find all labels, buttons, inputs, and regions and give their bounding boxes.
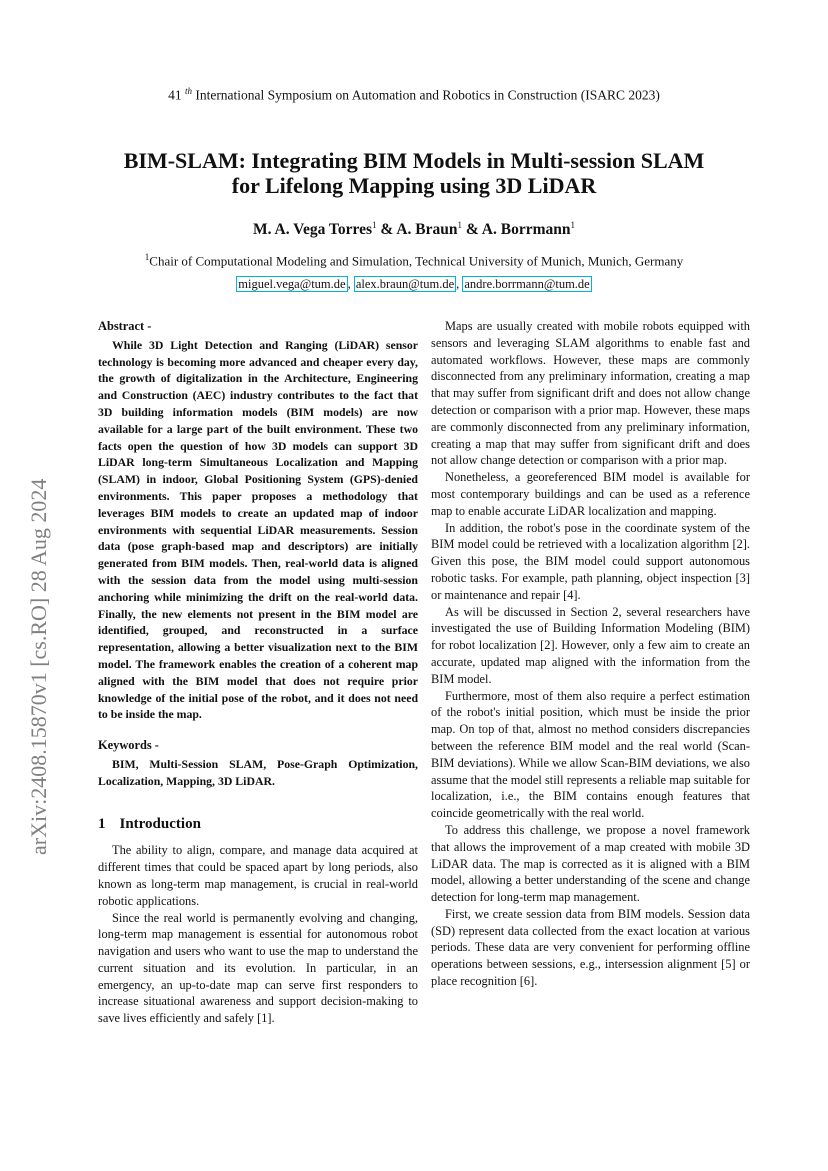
paragraph: Maps are usually created with mobile robots equipped with sensors and leveraging SLAM algorithms to enable fast and automated workflows. However, these maps are commonly disconnected from any preliminary information, creating a map that may suffer from significant drift and does not allow change detection or comparison with a prior map. However, these maps are commonly disconnected from any preliminary information, creating a map that may suffer from significant drift and does not allow change detection or comparison with a prior map. — [431, 319, 750, 468]
author-1: M. A. Vega Torres — [252, 221, 372, 239]
paragraph: Furthermore, most of them also require a perfect estimation of the robot's initial position, which must be inside the prior map. On top of that, almost no method considers discrepancies between the reference BIM model and the real world (Scan-BIM deviations). While we allow Scan-BIM deviations, we also assume that the model still represents a reliable map suitable for localization, i.e., the BIM contains enough features that coincide geometrically with the real world. — [431, 688, 750, 821]
left-column — [98, 318, 418, 1027]
paragraph: First, we create session data from BIM models. Session data (SD) represent data collected from the exact location at various periods. These data are very convenient for performing offline operations between sessions, e.g., intersession alignment [5] or place recognition [6]. — [431, 906, 750, 989]
abstract-heading: Abstract - — [98, 319, 152, 333]
conference-header — [0, 86, 828, 104]
conference-name: International Symposium on Automation and Robotics in Construction (ISARC 2023) — [195, 87, 660, 103]
email-list: miguel.vega@tum.de , alex.braun@tum.de , andre.borrmann@tum.de — [238, 277, 590, 291]
section-title: Introduction — [119, 815, 201, 832]
author-2: A. Braun — [396, 221, 458, 239]
paragraph: As will be discussed in Section 2, several researchers have investigated the use of Building Information Modeling (BIM) for robot localization [2]. However, only a few aim to create an accurate, updated map aligned with the information from the BIM model. — [431, 604, 750, 686]
paragraph: Nonetheless, a georeferenced BIM model is available for most contemporary buildings and can be used as a reference map to enable accurate LiDAR localization and mapping. — [431, 470, 750, 518]
affiliation: $^1$Chair of Computational Modeling and Simulation, Technical University of Munich, Munich, Germany — [144, 252, 684, 269]
arxiv-sidebar — [26, 478, 56, 885]
email-link[interactable]: alex.braun@tum.de — [355, 277, 455, 291]
arxiv-identifier: arXiv:2408.15870v1 [cs.RO] 28 Aug 2024 — [26, 478, 51, 855]
paper-title — [60, 148, 768, 198]
author-3: A. Borrmann — [481, 221, 571, 239]
section-heading — [98, 816, 418, 833]
abstract-text: While 3D Light Detection and Ranging (LiDAR) sensor technology is becoming more advanced and cheaper every day, the growth of digitalization in the Architecture, Engineering and Construction (AEC) industry contributes to the fact that 3D building information models (BIM models) are now available for a large part of the built environment. These two facts open the question of how 3D models can support 3D LiDAR long-term Simultaneous Localization and Mapping (SLAM) in indoor, Global Positioning System (GPS)-denied environments. This paper proposes a methodology that leverages BIM models to create an updated map of indoor environments with sequential LiDAR measurements. Session data (pose graph-based map and descriptors) are initially generated from BIM models. Then, real-world data is aligned with the session data from the model using multi-session anchoring while minimizing the drift on the real-world data. Finally, the new elements not present in the BIM model are identified, grouped, and reconstructed in a surface representation, allowing a better visualization next to the BIM model. The framework enables the creation of a coherent map aligned with the BIM model that does not require prior knowledge of the initial pose of the robot, and it does not need to be inside the map. — [98, 337, 418, 722]
right-column — [431, 318, 750, 990]
paragraph: The ability to align, compare, and manage data acquired at different times that could be spaced apart by long periods, also known as long-term map management, is crucial in real-world robotic applications. — [98, 843, 418, 908]
title-line-2: for Lifelong Mapping using 3D LiDAR — [231, 173, 597, 198]
conference-ordinal: 41 — [168, 87, 182, 103]
keywords-heading: Keywords - — [98, 738, 159, 753]
paragraph: In addition, the robot's pose in the coordinate system of the BIM model could be retrieved with a localization algorithm [2]. Given this pose, the BIM model could support autonomous robotic tasks. For example, path planning, object inspection [3] or maintenance and repair [4]. — [431, 520, 750, 602]
section-number: 1 — [98, 815, 106, 832]
email-link[interactable]: andre.borrmann@tum.de — [464, 277, 590, 291]
conference-ordinal-suffix: th — [184, 86, 192, 96]
author-list: M. A. Vega Torres$^1$ & A. Braun$^1$ & A. Borrmann$^1$ — [252, 220, 575, 239]
paragraph: Since the real world is permanently evolving and changing, long-term map management is essential for autonomous robot navigation and users who want to use the map to understand the current situation and its evolution. In particular, in an emergency, an up-to-date map can serve first responders to increase situational awareness and support decision-making to save lives efficiently and safely [1]. — [98, 910, 418, 1026]
affiliation-text: Chair of Computational Modeling and Simulation, Technical University of Munich, Munich, Germany — [149, 253, 684, 269]
email-link[interactable]: miguel.vega@tum.de — [238, 277, 346, 291]
paragraph: To address this challenge, we propose a novel framework that allows the improvement of a map created with mobile 3D LiDAR data. The map is corrected as it is aligned with a BIM model, allowing a better understanding of the scene and change detection for long-term map management. — [431, 822, 750, 905]
keywords-text: BIM, Multi-Session SLAM, Pose-Graph Optimization, Localization, Mapping, 3D LiDAR. — [98, 756, 418, 788]
title-line-1: BIM-SLAM: Integrating BIM Models in Multi-session SLAM — [123, 148, 705, 173]
